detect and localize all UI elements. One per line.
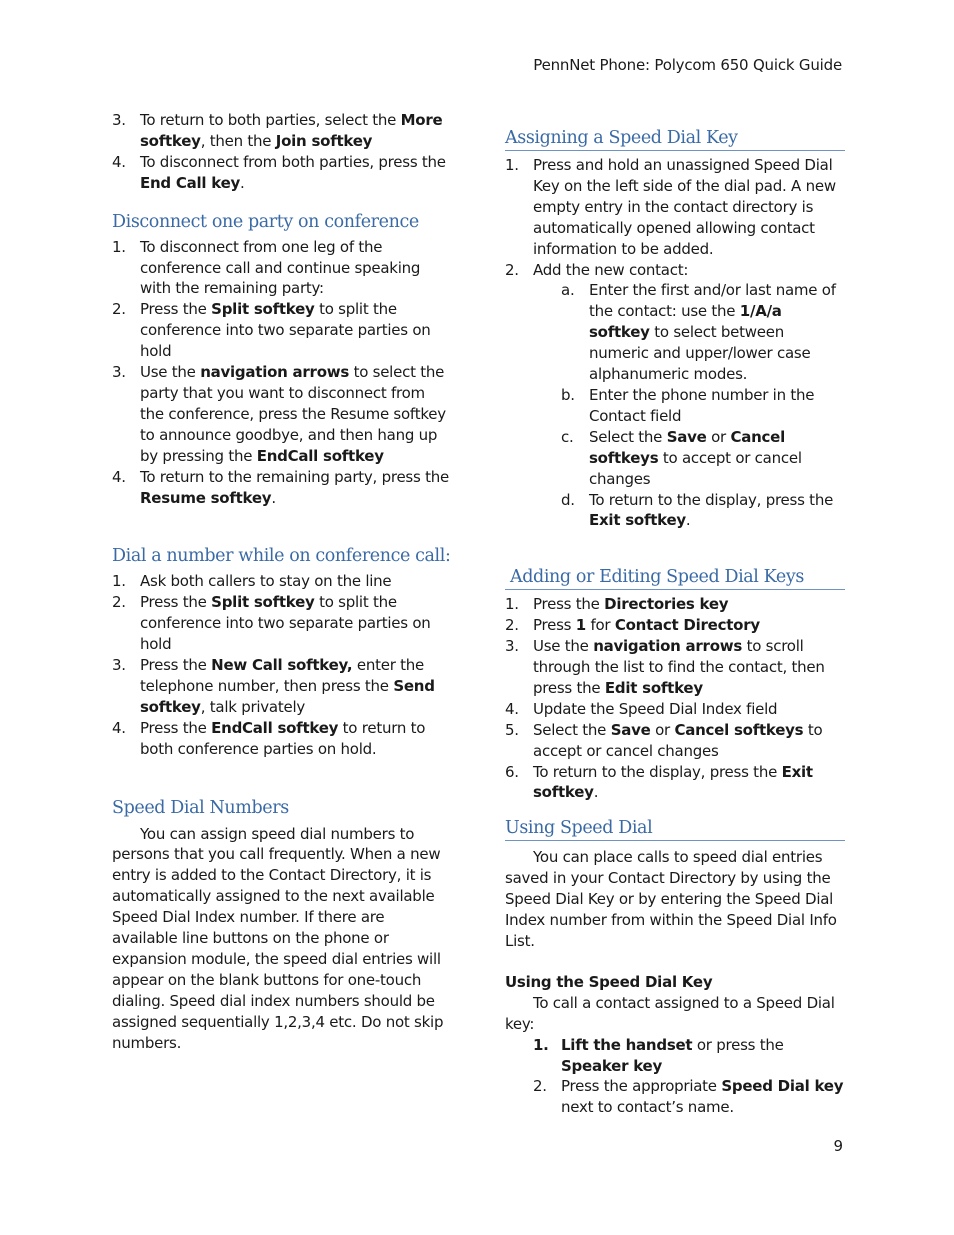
bold-text: Resume softkey: [140, 488, 272, 507]
list-item-number: 2.: [112, 300, 126, 319]
list-item-text: [140, 719, 425, 758]
list-item-text: [140, 300, 431, 360]
text: to select between numeric and upper/lower case alphanumeric modes.: [589, 323, 811, 384]
text: Update the Speed Dial Index field: [533, 699, 778, 718]
list-item-text: [140, 656, 435, 716]
bold-text: navigation arrows: [200, 363, 350, 382]
text: Press the: [140, 656, 212, 675]
text: , then the: [200, 131, 276, 150]
text: to return to both conference parties on hold.: [140, 718, 426, 758]
text: or press the: [692, 1035, 784, 1054]
text: to split the conference into two separate parties on hold: [140, 593, 431, 654]
list-item: [533, 1035, 845, 1077]
list-item-text: [140, 363, 446, 465]
text: .: [271, 488, 276, 507]
speed-numbers-paragraph: You can assign speed dial numbers to persons that you call frequently. When a new entry is added to the Contact Directory, it is automatically assigned to the next available Speed Dial Index number. If there are available line buttons on the phone or expansion module, the speed dial entries will appear on the blank buttons for one-touch dialing. Speed dial index numbers should be assigned sequentially 1,2,3,4 etc. Do not skip numbers.: [112, 824, 444, 1052]
list-item-number: 1.: [112, 572, 126, 591]
assigning-heading: Assigning a Speed Dial Key: [505, 127, 845, 151]
list-item-number: 3.: [112, 363, 126, 382]
disconnect-heading: Disconnect one party on conference: [112, 211, 419, 232]
adding-steps: [505, 594, 845, 803]
list-item-number: 4.: [112, 718, 126, 737]
list-item: [112, 655, 452, 718]
list-item: [561, 427, 845, 490]
list-item-text: [533, 595, 728, 613]
bold-text: Speed Dial key: [721, 1077, 844, 1096]
list-item-number: 2.: [533, 1077, 547, 1096]
bold-text: New Call softkey,: [211, 656, 353, 675]
text: for: [585, 616, 615, 635]
text: to split the conference into two separate parties on hold: [140, 300, 431, 361]
bold-text: Speaker key: [561, 1056, 662, 1075]
list-item-number: 4.: [112, 152, 126, 171]
list-item-number: 3.: [112, 656, 126, 675]
list-item: [505, 762, 845, 804]
list-item-text: [561, 1036, 784, 1075]
bold-text: 1/A/a softkey: [589, 302, 782, 342]
text: or: [706, 427, 731, 446]
using-heading: Using Speed Dial: [505, 817, 845, 841]
dial-steps: [112, 571, 452, 759]
bold-text: Lift the handset: [561, 1035, 693, 1054]
using-key-subheading: Using the Speed Dial Key: [505, 972, 713, 991]
list-item: [505, 699, 845, 720]
bold-text: Split softkey: [211, 593, 315, 612]
text: or: [650, 720, 675, 739]
text: .: [593, 783, 599, 802]
bold-text: More softkey: [140, 111, 443, 150]
list-item-text: [533, 261, 688, 279]
list-item-text: [533, 721, 822, 760]
list-item: [112, 110, 452, 152]
list-item: [533, 1076, 845, 1118]
list-item-text: [589, 281, 836, 383]
list-item: [112, 571, 452, 592]
conference-continued-steps: [112, 110, 452, 194]
list-item: [505, 720, 845, 762]
list-item: [561, 385, 845, 427]
bold-text: Directories key: [604, 595, 729, 614]
list-item: [112, 718, 452, 760]
text: to accept or cancel changes: [589, 448, 802, 488]
list-item-number: 6.: [505, 762, 519, 781]
dial-heading: Dial a number while on conference call:: [112, 546, 451, 567]
bold-text: Contact Directory: [614, 616, 760, 635]
page-header: PennNet Phone: Polycom 650 Quick Guide: [533, 56, 842, 74]
speed-numbers-heading: Speed Dial Numbers: [112, 797, 289, 818]
text: Press the: [140, 718, 212, 737]
using-paragraph: You can place calls to speed dial entries saved in your Contact Directory by using the Speed Dial Key or by entering the Speed Dial Index number from within the Speed Dial Info List.: [505, 848, 837, 950]
left-column: [112, 110, 452, 1054]
right-column: [505, 127, 845, 1118]
text: Press the appropriate: [561, 1077, 722, 1096]
list-item: [112, 362, 452, 467]
list-item-text: [140, 238, 420, 298]
text: Press the: [140, 300, 212, 319]
list-item-text: [589, 428, 802, 488]
text: Select the: [589, 427, 667, 446]
text: Enter the phone number in the Contact field: [589, 385, 815, 425]
list-item-number: b.: [561, 385, 575, 404]
list-item-number: d.: [561, 490, 575, 509]
list-item-number: 2.: [505, 260, 519, 279]
list-item-number: 4.: [505, 699, 519, 718]
text: To return to both parties, select the: [140, 111, 401, 129]
text: .: [240, 173, 245, 192]
text: enter the telephone number, then press the: [140, 656, 424, 695]
text: Select the: [533, 720, 611, 739]
list-item: [561, 490, 845, 532]
text: to accept or cancel changes: [533, 720, 823, 760]
list-item: [505, 594, 845, 615]
list-item: [112, 592, 452, 655]
text: Add the new contact:: [533, 260, 689, 279]
list-item-number: 3.: [112, 111, 126, 129]
list-item: [505, 615, 845, 636]
list-item-number: 3.: [505, 637, 519, 656]
assigning-substeps: [505, 280, 845, 531]
using-key-paragraph: To call a contact assigned to a Speed Dial key:: [505, 993, 835, 1033]
list-item: [112, 152, 452, 194]
text: To return to the display, press the: [589, 490, 834, 509]
list-item-text: [533, 637, 825, 697]
text: Press the: [533, 595, 605, 614]
text: , talk privately: [200, 697, 306, 716]
assigning-steps: [505, 155, 845, 280]
list-item-text: [561, 1077, 843, 1116]
list-item-number: 1.: [505, 595, 519, 614]
text: to scroll through the list to find the contact, then press the: [533, 637, 825, 697]
bold-text: Exit softkey: [533, 762, 813, 802]
disconnect-steps: [112, 237, 452, 509]
list-item-number: 1.: [112, 237, 126, 256]
using-key-steps: [505, 1035, 845, 1119]
text: Ask both callers to stay on the line: [140, 572, 392, 591]
list-item-number: 1.: [533, 1035, 549, 1054]
list-item-text: [140, 111, 442, 150]
list-item-number: 4.: [112, 467, 126, 486]
text: Use the: [533, 637, 594, 656]
list-item-number: c.: [561, 427, 574, 446]
text: Enter the first and/or last name of the contact: use the: [589, 281, 836, 321]
list-item-text: [533, 616, 760, 634]
list-item: [561, 280, 845, 385]
bold-text: End Call key: [140, 173, 241, 192]
list-item-text: [533, 763, 813, 802]
text: Press and hold an unassigned Speed Dial Key on the left side of the dial pad. A new empty entry in the contact directory is automatically opened allowing contact information to be added.: [533, 156, 836, 258]
bold-text: Edit softkey: [604, 678, 703, 697]
bold-text: Exit softkey: [589, 511, 686, 530]
list-item-number: a.: [561, 281, 575, 300]
list-item-text: [140, 593, 431, 653]
text: To disconnect from both parties, press the: [140, 152, 446, 171]
list-item-text: [589, 491, 833, 530]
list-item: [112, 299, 452, 362]
bold-text: Join softkey: [275, 131, 373, 150]
page-number: 9: [833, 1137, 843, 1155]
text: Use the: [140, 363, 201, 382]
bold-text: Cancel softkeys: [589, 427, 785, 467]
list-item-text: [533, 156, 836, 258]
list-item: [505, 260, 845, 281]
text: To return to the display, press the: [533, 762, 782, 781]
list-item-number: 2.: [112, 593, 126, 612]
list-item-text: [140, 153, 446, 192]
bold-text: 1: [575, 616, 586, 635]
bold-text: EndCall softkey: [256, 446, 384, 465]
adding-heading: Adding or Editing Speed Dial Keys: [505, 566, 845, 590]
list-item: [112, 237, 452, 300]
bold-text: Save: [610, 720, 651, 739]
bold-text: Save: [666, 427, 707, 446]
text: to select the party that you want to disconnect from the conference, press the Resume softkey to announce goodbye, and then hang up by pressing the: [140, 363, 446, 465]
list-item: [505, 155, 845, 260]
bold-text: Cancel softkeys: [674, 720, 804, 739]
text: To disconnect from one leg of the conference call and continue speaking with the remaining party:: [140, 237, 421, 298]
bold-text: navigation arrows: [593, 637, 743, 656]
list-item-text: [140, 468, 449, 507]
list-item-text: [589, 386, 814, 425]
bold-text: EndCall softkey: [211, 718, 339, 737]
bold-text: Send softkey: [140, 676, 435, 716]
list-item-text: [533, 700, 777, 718]
text: Press the: [140, 593, 212, 612]
list-item-number: 2.: [505, 616, 519, 635]
text: Press: [533, 616, 576, 635]
text: To return to the remaining party, press the: [140, 467, 449, 486]
list-item-number: 1.: [505, 156, 519, 174]
text: next to contact’s name.: [561, 1098, 734, 1117]
list-item: [112, 467, 452, 509]
list-item-number: 5.: [505, 720, 519, 739]
text: .: [685, 511, 691, 530]
bold-text: Split softkey: [211, 300, 315, 319]
list-item: [505, 636, 845, 699]
list-item-text: [140, 572, 391, 590]
